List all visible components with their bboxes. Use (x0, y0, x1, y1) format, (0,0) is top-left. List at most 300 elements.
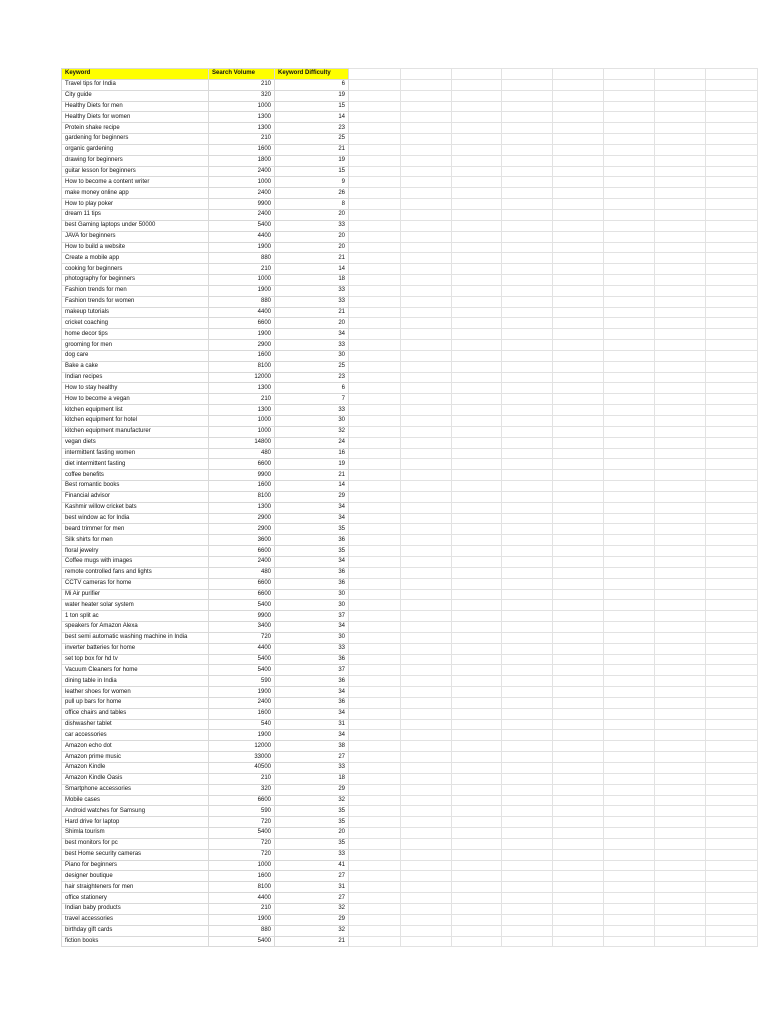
empty-cell[interactable] (401, 491, 452, 502)
keyword-cell[interactable]: Kashmir willow cricket bats (62, 502, 209, 513)
keyword-difficulty-cell[interactable]: 9 (275, 177, 349, 188)
empty-cell[interactable] (655, 231, 706, 242)
search-volume-cell[interactable]: 5400 (209, 220, 275, 231)
empty-cell[interactable] (502, 231, 553, 242)
empty-cell[interactable] (401, 643, 452, 654)
empty-cell[interactable] (553, 307, 604, 318)
empty-cell[interactable] (604, 177, 655, 188)
empty-cell[interactable] (349, 329, 401, 340)
empty-cell[interactable] (655, 741, 706, 752)
search-volume-cell[interactable]: 5400 (209, 665, 275, 676)
empty-cell[interactable] (349, 752, 401, 763)
empty-cell[interactable] (452, 209, 502, 220)
empty-cell[interactable] (349, 79, 401, 90)
keyword-cell[interactable]: How to play poker (62, 199, 209, 210)
empty-cell[interactable] (349, 817, 401, 828)
empty-cell[interactable] (604, 535, 655, 546)
keyword-difficulty-cell[interactable]: 36 (275, 654, 349, 665)
empty-cell[interactable] (706, 784, 758, 795)
search-volume-cell[interactable]: 2900 (209, 513, 275, 524)
empty-cell[interactable] (553, 795, 604, 806)
empty-cell[interactable] (349, 578, 401, 589)
empty-cell[interactable] (401, 188, 452, 199)
empty-cell[interactable] (706, 112, 758, 123)
empty-cell[interactable] (604, 318, 655, 329)
empty-cell[interactable] (655, 264, 706, 275)
empty-cell[interactable] (553, 524, 604, 535)
empty-cell[interactable] (349, 903, 401, 914)
empty-cell[interactable] (401, 275, 452, 286)
keyword-cell[interactable]: drawing for beginners (62, 155, 209, 166)
empty-cell[interactable] (502, 784, 553, 795)
empty-cell[interactable] (706, 253, 758, 264)
keyword-cell[interactable]: best semi automatic washing machine in India (62, 632, 209, 643)
empty-cell[interactable] (553, 708, 604, 719)
empty-cell[interactable] (502, 79, 553, 90)
empty-cell[interactable] (553, 123, 604, 134)
empty-cell[interactable] (655, 589, 706, 600)
empty-cell[interactable] (706, 383, 758, 394)
keyword-cell[interactable]: designer boutique (62, 871, 209, 882)
empty-cell[interactable] (452, 470, 502, 481)
empty-cell[interactable] (604, 329, 655, 340)
search-volume-cell[interactable]: 1900 (209, 285, 275, 296)
keyword-difficulty-cell[interactable]: 33 (275, 220, 349, 231)
empty-cell[interactable] (349, 828, 401, 839)
empty-cell[interactable] (401, 730, 452, 741)
empty-cell[interactable] (604, 416, 655, 427)
search-volume-cell[interactable]: 6600 (209, 546, 275, 557)
empty-cell[interactable] (604, 220, 655, 231)
keyword-difficulty-cell[interactable]: 33 (275, 285, 349, 296)
empty-cell[interactable] (349, 340, 401, 351)
empty-cell[interactable] (604, 914, 655, 925)
empty-cell[interactable] (604, 741, 655, 752)
keyword-cell[interactable]: inverter batteries for home (62, 643, 209, 654)
empty-cell[interactable] (349, 90, 401, 101)
empty-cell[interactable] (553, 275, 604, 286)
empty-cell[interactable] (502, 535, 553, 546)
keyword-difficulty-cell[interactable]: 32 (275, 903, 349, 914)
keyword-cell[interactable]: dream 11 tips (62, 209, 209, 220)
empty-cell[interactable] (706, 448, 758, 459)
keyword-cell[interactable]: How to stay healthy (62, 383, 209, 394)
empty-cell[interactable] (706, 177, 758, 188)
empty-cell[interactable] (604, 90, 655, 101)
empty-cell[interactable] (553, 101, 604, 112)
empty-cell[interactable] (604, 394, 655, 405)
empty-cell[interactable] (604, 144, 655, 155)
empty-cell[interactable] (401, 589, 452, 600)
empty-cell[interactable] (502, 773, 553, 784)
empty-cell[interactable] (706, 578, 758, 589)
empty-cell[interactable] (604, 600, 655, 611)
empty-cell[interactable] (452, 752, 502, 763)
empty-cell[interactable] (349, 773, 401, 784)
empty-cell[interactable] (502, 589, 553, 600)
keyword-cell[interactable]: kitchen equipment manufacturer (62, 426, 209, 437)
empty-cell[interactable] (553, 513, 604, 524)
empty-cell[interactable] (553, 654, 604, 665)
empty-cell[interactable] (401, 752, 452, 763)
empty-cell[interactable] (452, 416, 502, 427)
empty-cell[interactable] (401, 763, 452, 774)
empty-cell[interactable] (604, 209, 655, 220)
search-volume-cell[interactable]: 4400 (209, 643, 275, 654)
empty-cell[interactable] (401, 383, 452, 394)
empty-cell[interactable] (502, 90, 553, 101)
search-volume-cell[interactable]: 1000 (209, 416, 275, 427)
empty-cell[interactable] (604, 556, 655, 567)
keyword-difficulty-cell[interactable]: 33 (275, 763, 349, 774)
empty-cell[interactable] (502, 936, 553, 947)
empty-cell[interactable] (401, 665, 452, 676)
empty-cell[interactable] (655, 491, 706, 502)
empty-cell[interactable] (604, 123, 655, 134)
empty-cell[interactable] (401, 882, 452, 893)
search-volume-cell[interactable]: 8100 (209, 361, 275, 372)
empty-cell[interactable] (655, 383, 706, 394)
empty-cell[interactable] (502, 340, 553, 351)
empty-cell[interactable] (401, 155, 452, 166)
empty-cell[interactable] (502, 860, 553, 871)
empty-cell[interactable] (604, 697, 655, 708)
empty-cell[interactable] (452, 459, 502, 470)
empty-cell[interactable] (655, 903, 706, 914)
empty-cell[interactable] (553, 622, 604, 633)
empty-cell[interactable] (604, 459, 655, 470)
keyword-difficulty-cell[interactable]: 27 (275, 871, 349, 882)
empty-cell[interactable] (604, 763, 655, 774)
empty-cell[interactable] (604, 622, 655, 633)
keyword-difficulty-cell[interactable]: 32 (275, 925, 349, 936)
empty-cell[interactable] (401, 838, 452, 849)
empty-cell[interactable] (502, 763, 553, 774)
empty-cell[interactable] (655, 524, 706, 535)
keyword-cell[interactable]: Indian recipes (62, 372, 209, 383)
empty-cell[interactable] (655, 459, 706, 470)
empty-cell[interactable] (502, 708, 553, 719)
empty-cell[interactable] (604, 784, 655, 795)
empty-cell[interactable] (349, 513, 401, 524)
empty-cell[interactable] (604, 188, 655, 199)
empty-cell[interactable] (655, 69, 706, 80)
keyword-difficulty-cell[interactable]: 25 (275, 134, 349, 145)
empty-cell[interactable] (401, 199, 452, 210)
empty-cell[interactable] (452, 817, 502, 828)
empty-cell[interactable] (401, 340, 452, 351)
empty-cell[interactable] (452, 611, 502, 622)
empty-cell[interactable] (706, 437, 758, 448)
empty-cell[interactable] (452, 871, 502, 882)
empty-cell[interactable] (502, 426, 553, 437)
keyword-cell[interactable]: gardening for beginners (62, 134, 209, 145)
empty-cell[interactable] (349, 665, 401, 676)
empty-cell[interactable] (706, 394, 758, 405)
empty-cell[interactable] (655, 697, 706, 708)
empty-cell[interactable] (604, 199, 655, 210)
empty-cell[interactable] (706, 307, 758, 318)
keyword-cell[interactable]: best Home security cameras (62, 849, 209, 860)
empty-cell[interactable] (706, 101, 758, 112)
empty-cell[interactable] (604, 567, 655, 578)
empty-cell[interactable] (452, 448, 502, 459)
empty-cell[interactable] (452, 535, 502, 546)
empty-cell[interactable] (655, 470, 706, 481)
empty-cell[interactable] (401, 903, 452, 914)
empty-cell[interactable] (349, 69, 401, 80)
empty-cell[interactable] (401, 350, 452, 361)
empty-cell[interactable] (401, 535, 452, 546)
empty-cell[interactable] (553, 69, 604, 80)
keyword-difficulty-cell[interactable]: 21 (275, 470, 349, 481)
empty-cell[interactable] (655, 871, 706, 882)
empty-cell[interactable] (706, 643, 758, 654)
header-keyword-difficulty[interactable]: Keyword Difficulty (275, 69, 349, 80)
keyword-difficulty-cell[interactable]: 26 (275, 188, 349, 199)
empty-cell[interactable] (706, 719, 758, 730)
empty-cell[interactable] (706, 209, 758, 220)
keyword-difficulty-cell[interactable]: 6 (275, 79, 349, 90)
empty-cell[interactable] (655, 350, 706, 361)
empty-cell[interactable] (349, 687, 401, 698)
empty-cell[interactable] (553, 199, 604, 210)
empty-cell[interactable] (452, 893, 502, 904)
keyword-difficulty-cell[interactable]: 33 (275, 643, 349, 654)
keyword-difficulty-cell[interactable]: 30 (275, 589, 349, 600)
empty-cell[interactable] (502, 405, 553, 416)
empty-cell[interactable] (349, 784, 401, 795)
search-volume-cell[interactable]: 3600 (209, 535, 275, 546)
empty-cell[interactable] (452, 481, 502, 492)
keyword-difficulty-cell[interactable]: 15 (275, 166, 349, 177)
empty-cell[interactable] (706, 849, 758, 860)
keyword-cell[interactable]: Travel tips for India (62, 79, 209, 90)
empty-cell[interactable] (706, 231, 758, 242)
empty-cell[interactable] (452, 795, 502, 806)
empty-cell[interactable] (452, 687, 502, 698)
empty-cell[interactable] (553, 405, 604, 416)
keyword-difficulty-cell[interactable]: 29 (275, 784, 349, 795)
empty-cell[interactable] (604, 654, 655, 665)
empty-cell[interactable] (706, 600, 758, 611)
empty-cell[interactable] (604, 383, 655, 394)
keyword-difficulty-cell[interactable]: 25 (275, 361, 349, 372)
empty-cell[interactable] (452, 643, 502, 654)
empty-cell[interactable] (655, 112, 706, 123)
keyword-difficulty-cell[interactable]: 14 (275, 112, 349, 123)
keyword-cell[interactable]: grooming for men (62, 340, 209, 351)
empty-cell[interactable] (655, 784, 706, 795)
empty-cell[interactable] (553, 556, 604, 567)
empty-cell[interactable] (452, 69, 502, 80)
keyword-cell[interactable]: make money online app (62, 188, 209, 199)
empty-cell[interactable] (553, 730, 604, 741)
empty-cell[interactable] (706, 828, 758, 839)
keyword-difficulty-cell[interactable]: 30 (275, 600, 349, 611)
empty-cell[interactable] (553, 546, 604, 557)
keyword-cell[interactable]: Fashion trends for men (62, 285, 209, 296)
empty-cell[interactable] (452, 350, 502, 361)
empty-cell[interactable] (553, 112, 604, 123)
empty-cell[interactable] (655, 242, 706, 253)
keyword-difficulty-cell[interactable]: 36 (275, 697, 349, 708)
empty-cell[interactable] (502, 578, 553, 589)
keyword-difficulty-cell[interactable]: 36 (275, 567, 349, 578)
empty-cell[interactable] (349, 437, 401, 448)
empty-cell[interactable] (706, 708, 758, 719)
empty-cell[interactable] (604, 242, 655, 253)
empty-cell[interactable] (452, 134, 502, 145)
empty-cell[interactable] (452, 307, 502, 318)
empty-cell[interactable] (604, 502, 655, 513)
empty-cell[interactable] (452, 383, 502, 394)
empty-cell[interactable] (655, 849, 706, 860)
empty-cell[interactable] (706, 654, 758, 665)
search-volume-cell[interactable]: 1900 (209, 687, 275, 698)
empty-cell[interactable] (553, 296, 604, 307)
empty-cell[interactable] (349, 253, 401, 264)
empty-cell[interactable] (706, 817, 758, 828)
empty-cell[interactable] (604, 632, 655, 643)
empty-cell[interactable] (553, 155, 604, 166)
empty-cell[interactable] (655, 340, 706, 351)
empty-cell[interactable] (401, 307, 452, 318)
empty-cell[interactable] (502, 112, 553, 123)
empty-cell[interactable] (553, 318, 604, 329)
empty-cell[interactable] (553, 838, 604, 849)
empty-cell[interactable] (655, 90, 706, 101)
empty-cell[interactable] (452, 405, 502, 416)
empty-cell[interactable] (604, 253, 655, 264)
empty-cell[interactable] (706, 741, 758, 752)
empty-cell[interactable] (452, 242, 502, 253)
empty-cell[interactable] (655, 101, 706, 112)
empty-cell[interactable] (452, 546, 502, 557)
empty-cell[interactable] (706, 795, 758, 806)
keyword-cell[interactable]: photography for beginners (62, 275, 209, 286)
empty-cell[interactable] (604, 643, 655, 654)
empty-cell[interactable] (553, 329, 604, 340)
search-volume-cell[interactable]: 210 (209, 79, 275, 90)
empty-cell[interactable] (502, 741, 553, 752)
empty-cell[interactable] (706, 914, 758, 925)
empty-cell[interactable] (655, 502, 706, 513)
empty-cell[interactable] (706, 524, 758, 535)
keyword-difficulty-cell[interactable]: 24 (275, 437, 349, 448)
empty-cell[interactable] (655, 416, 706, 427)
empty-cell[interactable] (502, 123, 553, 134)
empty-cell[interactable] (604, 275, 655, 286)
empty-cell[interactable] (452, 708, 502, 719)
empty-cell[interactable] (452, 394, 502, 405)
empty-cell[interactable] (706, 697, 758, 708)
empty-cell[interactable] (349, 871, 401, 882)
empty-cell[interactable] (502, 654, 553, 665)
keyword-difficulty-cell[interactable]: 29 (275, 914, 349, 925)
empty-cell[interactable] (349, 264, 401, 275)
empty-cell[interactable] (349, 242, 401, 253)
empty-cell[interactable] (502, 849, 553, 860)
empty-cell[interactable] (502, 242, 553, 253)
empty-cell[interactable] (604, 817, 655, 828)
keyword-difficulty-cell[interactable]: 18 (275, 773, 349, 784)
keyword-difficulty-cell[interactable]: 21 (275, 253, 349, 264)
search-volume-cell[interactable]: 590 (209, 676, 275, 687)
empty-cell[interactable] (502, 383, 553, 394)
empty-cell[interactable] (349, 350, 401, 361)
empty-cell[interactable] (655, 643, 706, 654)
keyword-cell[interactable]: leather shoes for women (62, 687, 209, 698)
empty-cell[interactable] (604, 437, 655, 448)
search-volume-cell[interactable]: 210 (209, 264, 275, 275)
empty-cell[interactable] (502, 350, 553, 361)
empty-cell[interactable] (349, 730, 401, 741)
keyword-cell[interactable]: cricket coaching (62, 318, 209, 329)
search-volume-cell[interactable]: 1000 (209, 101, 275, 112)
empty-cell[interactable] (655, 708, 706, 719)
empty-cell[interactable] (502, 307, 553, 318)
empty-cell[interactable] (349, 502, 401, 513)
keyword-cell[interactable]: dog care (62, 350, 209, 361)
keyword-difficulty-cell[interactable]: 20 (275, 318, 349, 329)
empty-cell[interactable] (604, 708, 655, 719)
empty-cell[interactable] (604, 882, 655, 893)
empty-cell[interactable] (553, 567, 604, 578)
empty-cell[interactable] (655, 828, 706, 839)
empty-cell[interactable] (502, 752, 553, 763)
empty-cell[interactable] (553, 665, 604, 676)
empty-cell[interactable] (655, 188, 706, 199)
search-volume-cell[interactable]: 480 (209, 448, 275, 459)
keyword-cell[interactable]: fiction books (62, 936, 209, 947)
keyword-difficulty-cell[interactable]: 32 (275, 795, 349, 806)
empty-cell[interactable] (604, 795, 655, 806)
empty-cell[interactable] (502, 817, 553, 828)
search-volume-cell[interactable]: 720 (209, 849, 275, 860)
empty-cell[interactable] (604, 470, 655, 481)
keyword-difficulty-cell[interactable]: 38 (275, 741, 349, 752)
empty-cell[interactable] (502, 220, 553, 231)
empty-cell[interactable] (553, 914, 604, 925)
empty-cell[interactable] (553, 828, 604, 839)
empty-cell[interactable] (604, 491, 655, 502)
empty-cell[interactable] (655, 318, 706, 329)
empty-cell[interactable] (655, 361, 706, 372)
empty-cell[interactable] (452, 632, 502, 643)
search-volume-cell[interactable]: 5400 (209, 654, 275, 665)
empty-cell[interactable] (401, 134, 452, 145)
empty-cell[interactable] (349, 188, 401, 199)
keyword-cell[interactable]: Best romantic books (62, 481, 209, 492)
empty-cell[interactable] (655, 730, 706, 741)
empty-cell[interactable] (604, 730, 655, 741)
search-volume-cell[interactable]: 33000 (209, 752, 275, 763)
empty-cell[interactable] (655, 893, 706, 904)
empty-cell[interactable] (655, 329, 706, 340)
empty-cell[interactable] (553, 426, 604, 437)
empty-cell[interactable] (401, 394, 452, 405)
empty-cell[interactable] (349, 405, 401, 416)
empty-cell[interactable] (706, 632, 758, 643)
empty-cell[interactable] (706, 611, 758, 622)
keyword-difficulty-cell[interactable]: 34 (275, 687, 349, 698)
keyword-difficulty-cell[interactable]: 29 (275, 491, 349, 502)
keyword-cell[interactable]: best window ac for India (62, 513, 209, 524)
empty-cell[interactable] (349, 383, 401, 394)
search-volume-cell[interactable]: 14800 (209, 437, 275, 448)
search-volume-cell[interactable]: 1300 (209, 383, 275, 394)
